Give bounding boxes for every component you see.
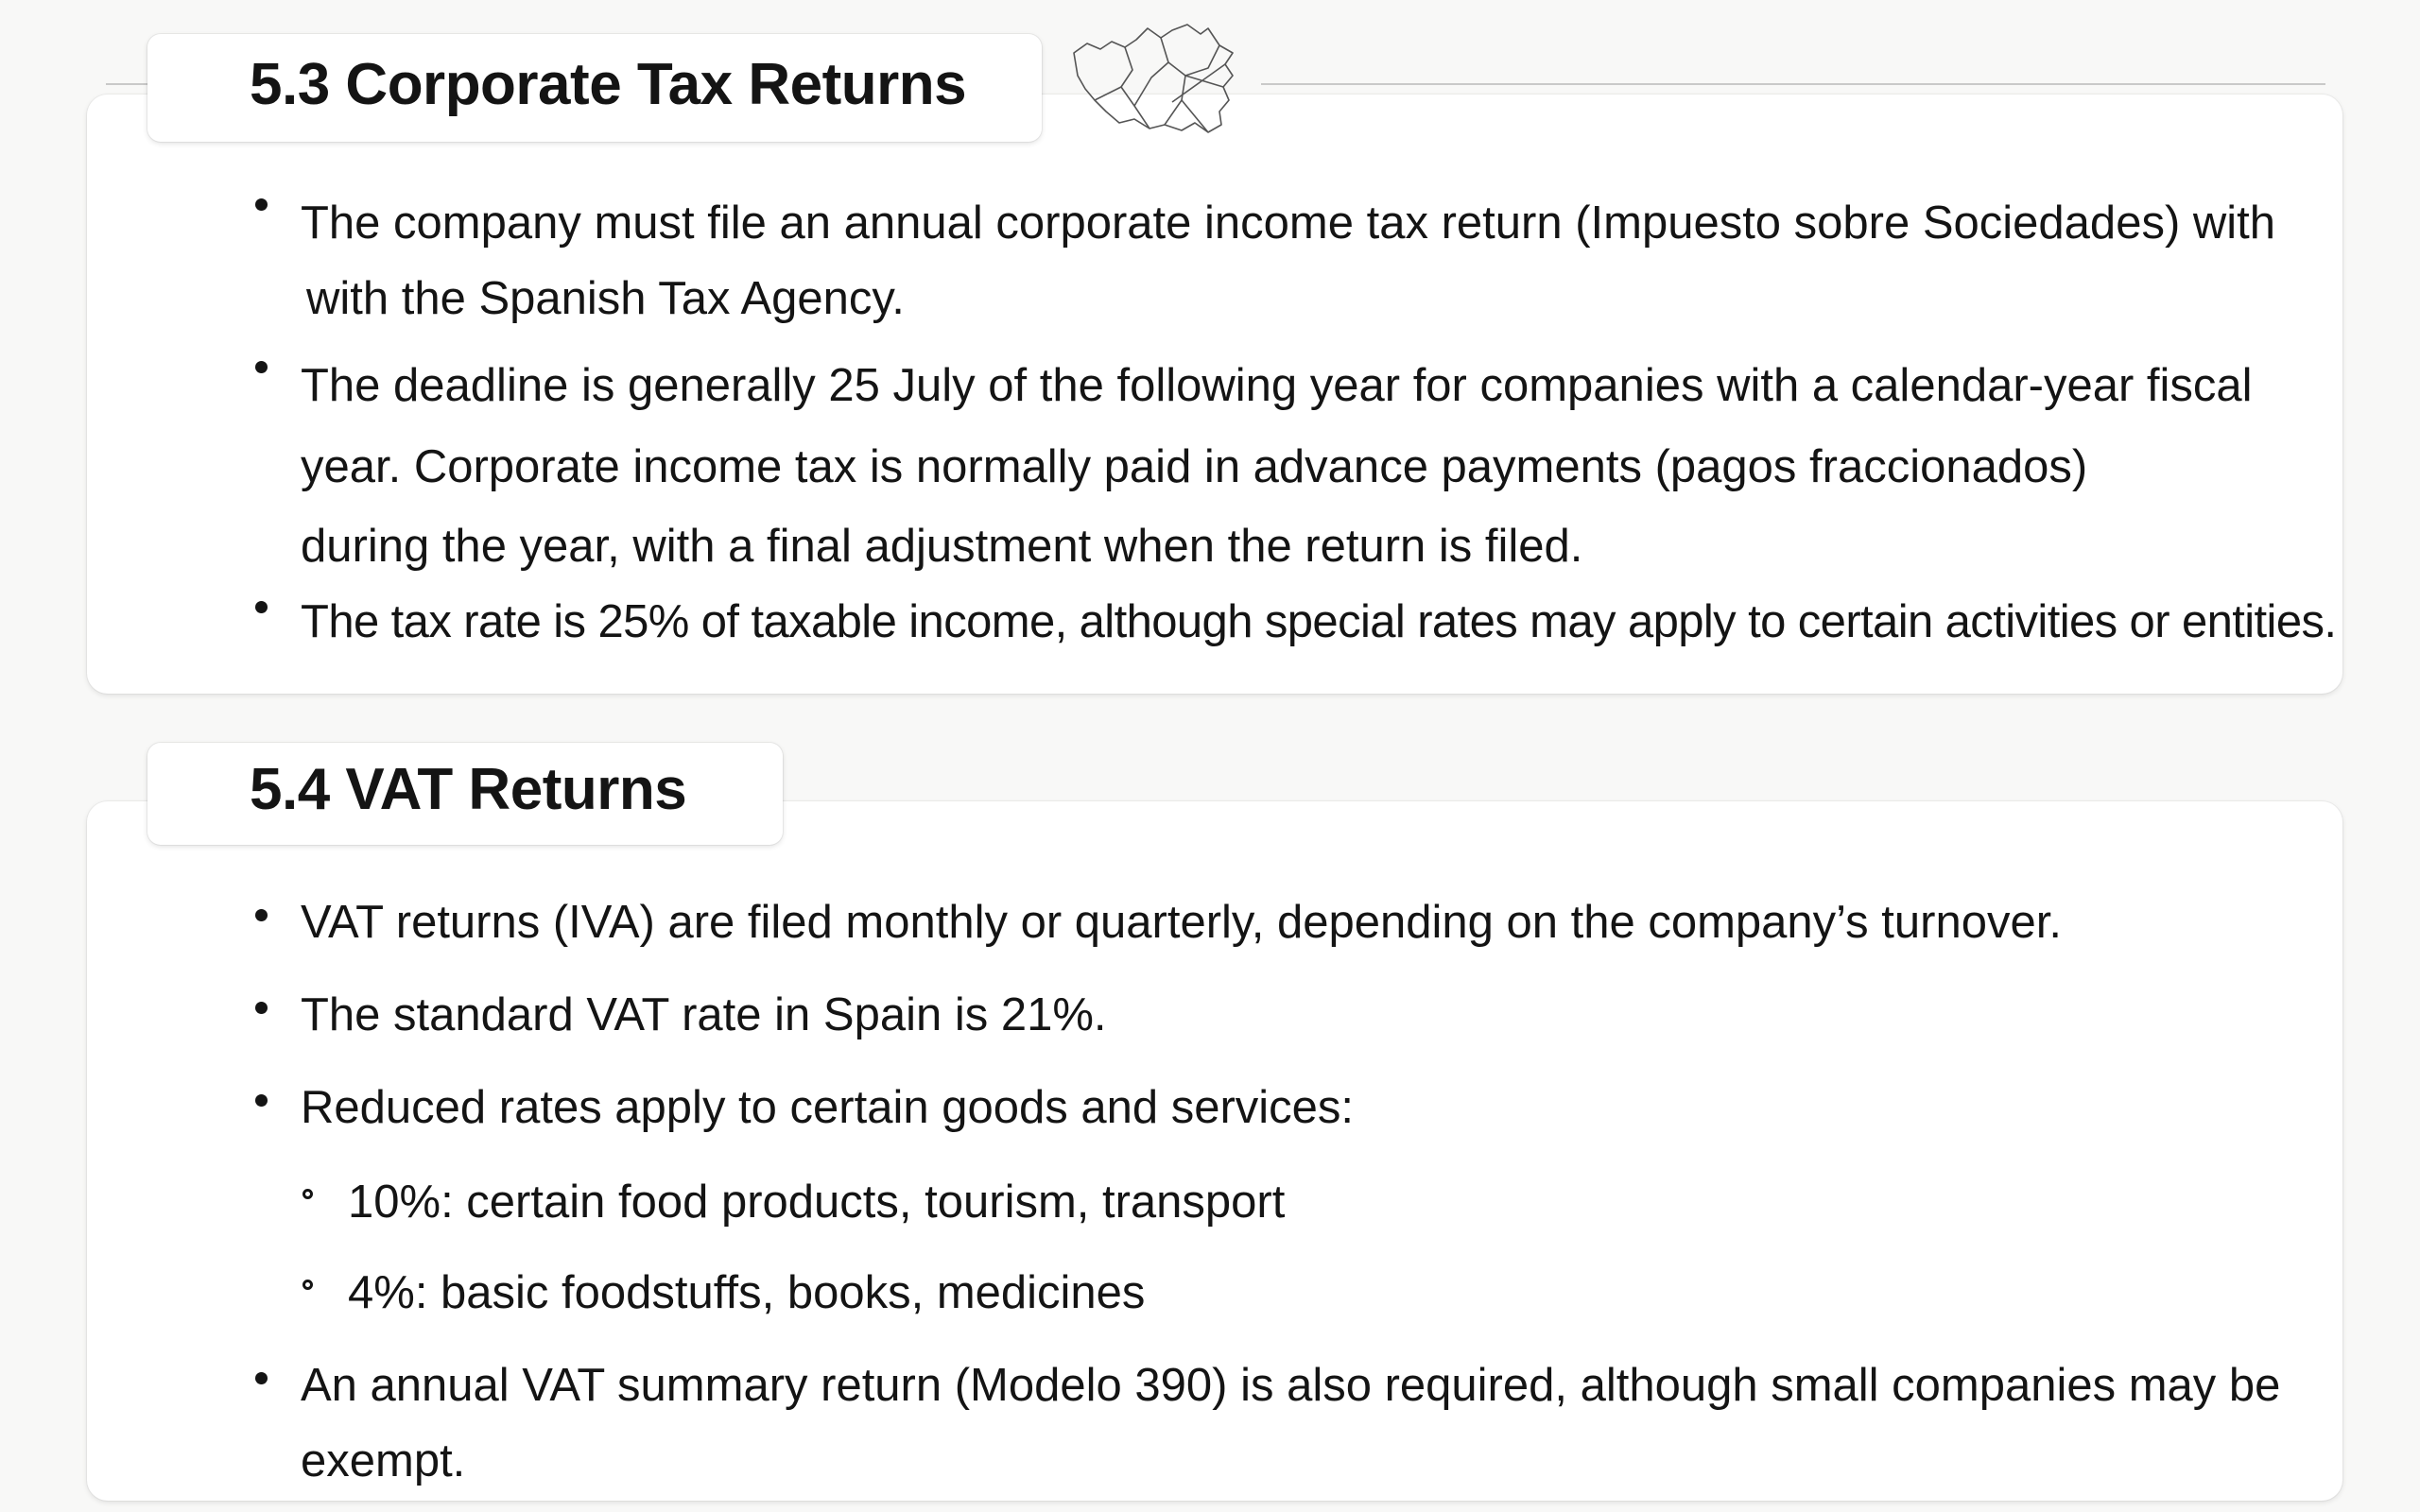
section-header-tab [147, 743, 783, 845]
bullet-dot [255, 198, 268, 211]
divider-line-right [1261, 83, 2325, 85]
bullet-dot [255, 1372, 268, 1384]
list-item-text: An annual VAT summary return (Modelo 390) is also required, although small companies may be [301, 1360, 2281, 1411]
bullet-ring [302, 1189, 313, 1199]
list-item-text: The standard VAT rate in Spain is 21%. [301, 989, 1107, 1040]
bullet-dot [255, 1002, 268, 1014]
list-item-text-continued: with the Spanish Tax Agency. [306, 273, 905, 324]
list-item-text: The deadline is generally 25 July of the following year for companies with a calendar-year fiscal [301, 360, 2253, 411]
list-item-text-continued: during the year, with a final adjustment when the return is filed. [301, 521, 1583, 572]
bullet-dot [255, 601, 268, 613]
list-item-text: Reduced rates apply to certain goods and services: [301, 1082, 1355, 1133]
bullet-dot [255, 361, 268, 373]
spain-map-icon [1066, 21, 1242, 140]
section-heading: 5.4 VAT Returns [250, 757, 687, 822]
sub-list-item-text: 4%: basic foodstuffs, books, medicines [348, 1267, 1146, 1318]
list-item-text: The company must file an annual corporate income tax return (Impuesto sobre Sociedades) with [301, 198, 2276, 249]
bullet-dot [255, 1094, 268, 1107]
bullet-ring [302, 1280, 313, 1290]
list-item-text-continued: year. Corporate income tax is normally paid in advance payments (pagos fraccionados) [301, 441, 2088, 492]
bullet-dot [255, 909, 268, 921]
section-heading: 5.3 Corporate Tax Returns [250, 52, 967, 117]
list-item-text: VAT returns (IVA) are filed monthly or quarterly, depending on the company’s turnover. [301, 897, 2062, 948]
section-header-tab [147, 34, 1042, 142]
list-item-text: The tax rate is 25% of taxable income, although special rates may apply to certain activities or entities. [301, 596, 2337, 647]
list-item-text-continued: exempt. [301, 1435, 466, 1486]
divider-line-left [106, 83, 153, 85]
sub-list-item-text: 10%: certain food products, tourism, transport [348, 1177, 1286, 1228]
